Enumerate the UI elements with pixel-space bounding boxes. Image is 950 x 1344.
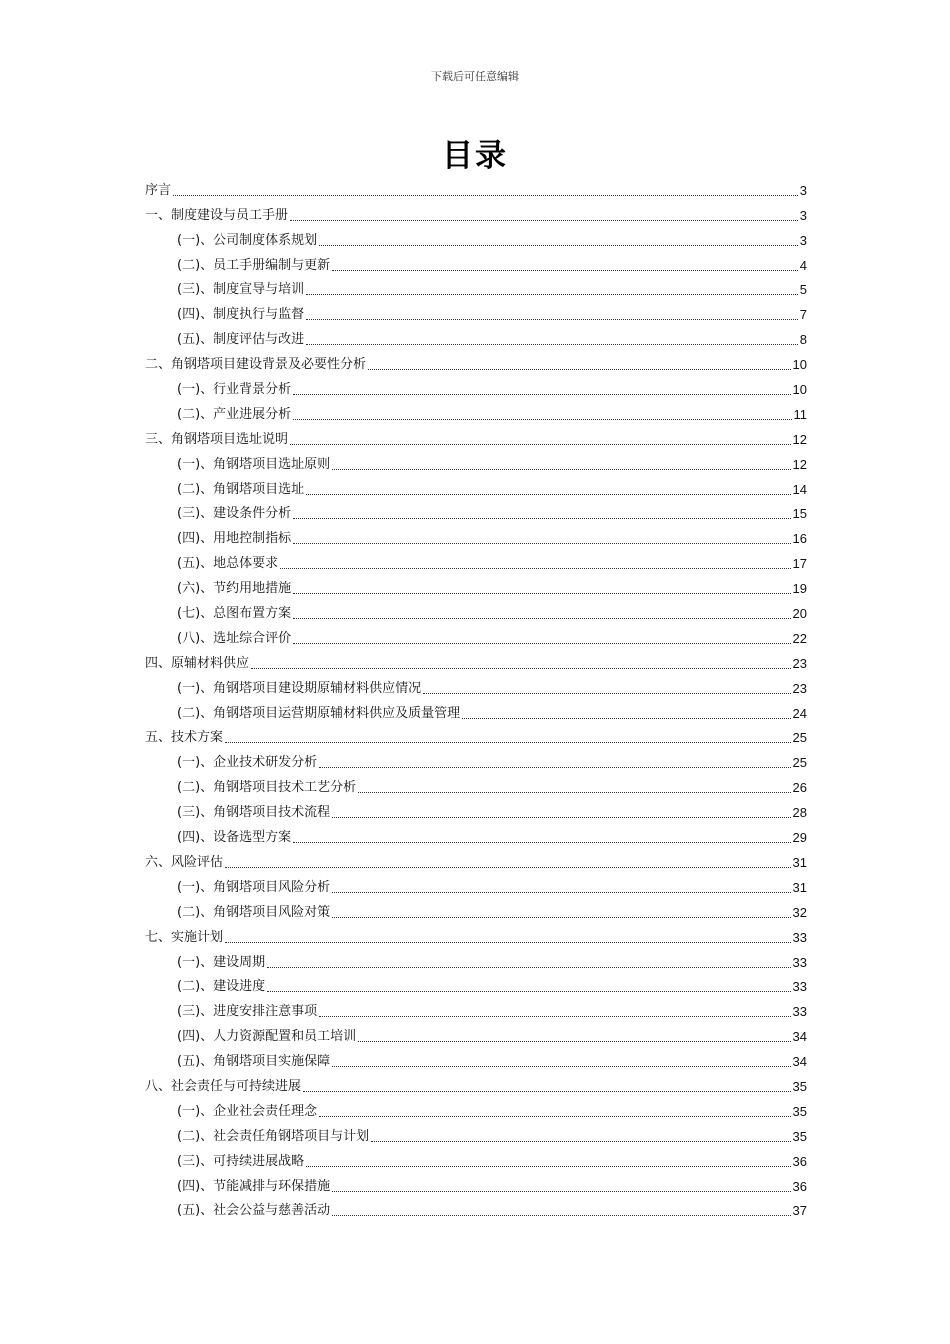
toc-dot-leader	[368, 369, 791, 370]
toc-entry-page-number: 35	[792, 1078, 807, 1094]
toc-entry-page-number: 12	[792, 456, 807, 472]
toc-entry[interactable]	[145, 1071, 807, 1096]
toc-entry-label: (五)、角钢塔项目实施保障	[177, 1054, 331, 1070]
toc-dot-leader	[332, 270, 798, 271]
toc-entry-label: 六、风险评估	[145, 854, 224, 870]
toc-entry-page-number: 26	[792, 780, 807, 796]
toc-dot-leader	[293, 518, 790, 519]
toc-entry[interactable]	[145, 598, 807, 623]
toc-entry[interactable]	[145, 1121, 807, 1146]
toc-dot-leader	[290, 444, 791, 445]
toc-entry-page-number: 14	[792, 481, 807, 497]
toc-entry[interactable]	[145, 996, 807, 1021]
toc-dot-leader	[267, 967, 790, 968]
toc-dot-leader	[225, 742, 791, 743]
toc-dot-leader	[332, 917, 790, 918]
toc-entry-page-number: 34	[792, 1054, 807, 1070]
toc-entry[interactable]	[145, 872, 807, 897]
toc-dot-leader	[332, 892, 790, 893]
toc-entry[interactable]	[145, 972, 807, 997]
toc-entry-page-number: 3	[799, 207, 807, 223]
toc-entry[interactable]	[145, 673, 807, 698]
toc-entry-label: 一、制度建设与员工手册	[145, 207, 289, 223]
toc-entry[interactable]	[145, 797, 807, 822]
toc-entry-page-number: 37	[792, 1203, 807, 1219]
toc-dot-leader	[280, 568, 790, 569]
toc-dot-leader	[306, 294, 798, 295]
toc-dot-leader	[293, 593, 790, 594]
toc-entry-label: (二)、角钢塔项目技术工艺分析	[177, 780, 357, 796]
toc-dot-leader	[293, 419, 791, 420]
toc-entry-page-number: 29	[792, 830, 807, 846]
toc-entry-page-number: 5	[799, 282, 807, 298]
toc-entry[interactable]	[145, 1096, 807, 1121]
toc-entry-label: (一)、公司制度体系规划	[177, 232, 318, 248]
toc-dot-leader	[462, 718, 790, 719]
page-header: 下载后可任意编辑	[431, 70, 519, 83]
toc-entry[interactable]	[145, 623, 807, 648]
toc-entry-page-number: 36	[792, 1178, 807, 1194]
toc-entry-label: (二)、社会责任角钢塔项目与计划	[177, 1128, 370, 1144]
toc-entry-page-number: 10	[792, 382, 807, 398]
toc-entry-page-number: 25	[792, 755, 807, 771]
toc-entry-page-number: 19	[792, 581, 807, 597]
toc-entry[interactable]	[145, 275, 807, 300]
toc-entry[interactable]	[145, 324, 807, 349]
toc-entry-label: (四)、设备选型方案	[177, 830, 292, 846]
toc-entry[interactable]	[145, 424, 807, 449]
toc-entry[interactable]	[145, 1021, 807, 1046]
toc-entry-page-number: 36	[792, 1153, 807, 1169]
toc-entry-label: (二)、建设进度	[177, 979, 266, 995]
toc-entry[interactable]	[145, 747, 807, 772]
toc-entry-label: 二、角钢塔项目建设背景及必要性分析	[145, 357, 367, 373]
toc-entry-label: (七)、总图布置方案	[177, 606, 292, 622]
toc-entry-page-number: 33	[792, 979, 807, 995]
toc-dot-leader	[306, 494, 790, 495]
toc-entry-page-number: 24	[792, 705, 807, 721]
toc-dot-leader	[319, 767, 790, 768]
toc-dot-leader	[293, 643, 790, 644]
toc-entry[interactable]	[145, 449, 807, 474]
toc-entry-page-number: 33	[792, 1004, 807, 1020]
toc-dot-leader	[173, 195, 798, 196]
toc-entry-label: (八)、选址综合评价	[177, 630, 292, 646]
toc-entry[interactable]	[145, 250, 807, 275]
toc-entry-page-number: 34	[792, 1029, 807, 1045]
toc-entry-label: (一)、角钢塔项目选址原则	[177, 456, 331, 472]
toc-entry-page-number: 33	[792, 954, 807, 970]
toc-dot-leader	[332, 1191, 790, 1192]
toc-entry-page-number: 20	[792, 606, 807, 622]
toc-entry-page-number: 23	[792, 680, 807, 696]
toc-dot-leader	[319, 245, 798, 246]
toc-entry-label: (一)、建设周期	[177, 954, 266, 970]
toc-entry-page-number: 3	[799, 232, 807, 248]
toc-entry[interactable]	[145, 499, 807, 524]
toc-entry[interactable]	[145, 1046, 807, 1071]
toc-dot-leader	[290, 220, 798, 221]
toc-entry[interactable]	[145, 698, 807, 723]
toc-dot-leader	[319, 1016, 790, 1017]
toc-entry-label: (五)、社会公益与慈善活动	[177, 1203, 331, 1219]
toc-entry[interactable]	[145, 548, 807, 573]
toc-dot-leader	[306, 1166, 790, 1167]
toc-entry-label: 八、社会责任与可持续进展	[145, 1078, 302, 1094]
toc-entry-label: (一)、角钢塔项目风险分析	[177, 879, 331, 895]
toc-entry-page-number: 28	[792, 805, 807, 821]
toc-dot-leader	[293, 394, 790, 395]
toc-dot-leader	[358, 1041, 790, 1042]
toc-entry[interactable]	[145, 648, 807, 673]
table-of-contents	[145, 175, 807, 1220]
toc-entry-page-number: 31	[792, 879, 807, 895]
toc-entry-label: 五、技术方案	[145, 730, 224, 746]
toc-entry[interactable]	[145, 947, 807, 972]
toc-dot-leader	[293, 618, 790, 619]
toc-entry-label: (一)、行业背景分析	[177, 382, 292, 398]
toc-dot-leader	[225, 942, 791, 943]
toc-entry-page-number: 22	[792, 630, 807, 646]
toc-entry-page-number: 33	[792, 929, 807, 945]
toc-entry-page-number: 17	[792, 556, 807, 572]
toc-entry-label: 序言	[145, 182, 172, 198]
toc-entry-label: (三)、可持续进展战略	[177, 1153, 305, 1169]
toc-entry-label: (三)、制度宣导与培训	[177, 282, 305, 298]
toc-entry-label: (四)、制度执行与监督	[177, 307, 305, 323]
toc-dot-leader	[306, 319, 798, 320]
toc-entry[interactable]	[145, 399, 807, 424]
toc-entry-page-number: 35	[792, 1128, 807, 1144]
toc-dot-leader	[251, 668, 791, 669]
toc-entry-page-number: 31	[792, 854, 807, 870]
toc-entry-label: (二)、角钢塔项目选址	[177, 481, 305, 497]
toc-entry-page-number: 25	[792, 730, 807, 746]
toc-entry-page-number: 35	[792, 1103, 807, 1119]
toc-dot-leader	[303, 1091, 791, 1092]
toc-entry-label: (二)、角钢塔项目风险对策	[177, 904, 331, 920]
toc-entry-page-number: 10	[792, 357, 807, 373]
toc-entry-label: (四)、用地控制指标	[177, 531, 292, 547]
toc-entry[interactable]	[145, 200, 807, 225]
toc-entry-label: (六)、节约用地措施	[177, 581, 292, 597]
toc-entry-label: (二)、员工手册编制与更新	[177, 257, 331, 273]
toc-entry[interactable]	[145, 225, 807, 250]
toc-dot-leader	[225, 867, 791, 868]
toc-entry-page-number: 7	[799, 307, 807, 323]
toc-entry[interactable]	[145, 1171, 807, 1196]
toc-entry[interactable]	[145, 847, 807, 872]
toc-dot-leader	[423, 693, 790, 694]
toc-dot-leader	[332, 469, 790, 470]
toc-entry[interactable]	[145, 175, 807, 200]
toc-entry-label: (一)、企业技术研发分析	[177, 755, 318, 771]
toc-title: 目录	[442, 138, 508, 174]
toc-entry[interactable]	[145, 1146, 807, 1171]
toc-entry[interactable]	[145, 772, 807, 797]
toc-entry-label: 四、原辅材料供应	[145, 655, 250, 671]
toc-dot-leader	[332, 1066, 790, 1067]
toc-dot-leader	[358, 792, 790, 793]
toc-entry[interactable]	[145, 523, 807, 548]
toc-entry[interactable]	[145, 897, 807, 922]
toc-entry-page-number: 15	[792, 506, 807, 522]
toc-entry-page-number: 8	[799, 332, 807, 348]
toc-entry[interactable]	[145, 573, 807, 598]
toc-entry-label: (一)、角钢塔项目建设期原辅材料供应情况	[177, 680, 422, 696]
toc-entry-label: (一)、企业社会责任理念	[177, 1103, 318, 1119]
toc-entry-page-number: 12	[792, 431, 807, 447]
toc-entry[interactable]	[145, 822, 807, 847]
toc-entry[interactable]	[145, 723, 807, 748]
toc-entry-label: (四)、节能减排与环保措施	[177, 1178, 331, 1194]
toc-entry-label: (二)、角钢塔项目运营期原辅材料供应及质量管理	[177, 705, 461, 721]
toc-entry-label: 七、实施计划	[145, 929, 224, 945]
toc-entry-page-number: 3	[799, 182, 807, 198]
toc-entry-label: (三)、角钢塔项目技术流程	[177, 805, 331, 821]
toc-entry-label: (五)、制度评估与改进	[177, 332, 305, 348]
toc-entry-page-number: 4	[799, 257, 807, 273]
toc-entry-label: 三、角钢塔项目选址说明	[145, 431, 289, 447]
toc-entry-label: (三)、进度安排注意事项	[177, 1004, 318, 1020]
toc-entry[interactable]	[145, 922, 807, 947]
toc-dot-leader	[319, 1116, 790, 1117]
toc-dot-leader	[293, 842, 790, 843]
toc-entry-label: (五)、地总体要求	[177, 556, 279, 572]
toc-entry-label: (二)、产业进展分析	[177, 406, 292, 422]
toc-entry-page-number: 16	[792, 531, 807, 547]
toc-entry-page-number: 11	[793, 406, 807, 422]
toc-entry[interactable]	[145, 374, 807, 399]
toc-entry-label: (四)、人力资源配置和员工培训	[177, 1029, 357, 1045]
toc-entry[interactable]	[145, 349, 807, 374]
toc-entry[interactable]	[145, 299, 807, 324]
toc-entry-page-number: 23	[792, 655, 807, 671]
toc-dot-leader	[306, 344, 798, 345]
toc-dot-leader	[371, 1141, 790, 1142]
toc-entry-label: (三)、建设条件分析	[177, 506, 292, 522]
toc-dot-leader	[267, 991, 790, 992]
toc-entry-page-number: 32	[792, 904, 807, 920]
toc-entry[interactable]	[145, 474, 807, 499]
toc-dot-leader	[332, 1215, 790, 1216]
toc-dot-leader	[332, 817, 790, 818]
toc-entry[interactable]	[145, 1196, 807, 1221]
toc-dot-leader	[293, 543, 790, 544]
